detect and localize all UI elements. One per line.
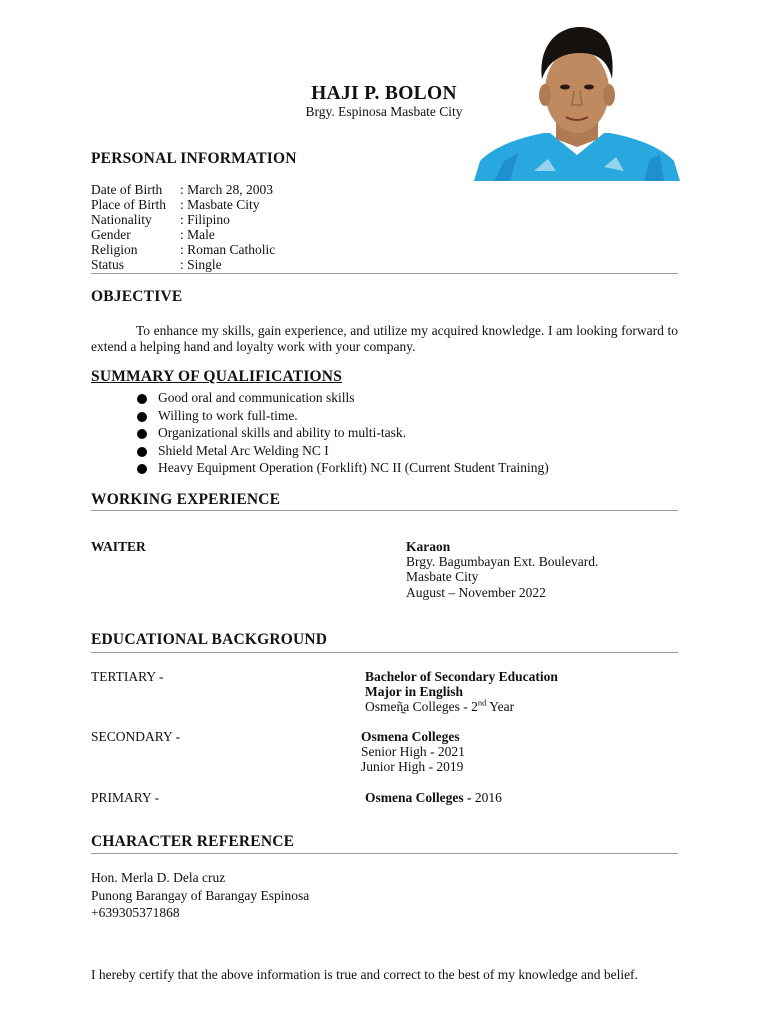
primary-school — [365, 790, 502, 805]
info-label: Gender — [91, 227, 131, 242]
tertiary-major: Major in English — [365, 684, 464, 699]
bullet-icon — [137, 412, 147, 422]
list-item-text: Willing to work full-time. — [158, 407, 298, 423]
education-heading: EDUCATIONAL BACKGROUND — [91, 631, 328, 648]
tertiary-degree: Bachelor of Secondary Education — [365, 669, 558, 684]
objective-body: To enhance my skills, gain experience, and utilize my acquired knowledge. I am looking forward to extend a helping hand and loyalty work with your company. — [91, 323, 678, 354]
bullet-icon — [137, 464, 147, 474]
info-value: : March 28, 2003 — [180, 182, 273, 197]
list-item — [136, 424, 549, 442]
tertiary-year: Year — [486, 699, 515, 714]
personal-info-heading: PERSONAL INFORMATION — [91, 150, 297, 167]
senior-high: Senior High - 2021 — [361, 744, 465, 759]
list-item — [136, 442, 549, 460]
info-label: Religion — [91, 242, 138, 257]
info-label: Place of Birth — [91, 197, 166, 212]
tertiary-school-name: Osmeñ̰a Colleges - 2 — [365, 699, 478, 714]
list-item-text: Heavy Equipment Operation (Forklift) NC II (Current Student Training) — [158, 460, 549, 476]
bullet-icon — [137, 394, 147, 404]
reference-heading: CHARACTER REFERENCE — [91, 833, 295, 850]
experience-heading: WORKING EXPERIENCE — [91, 491, 281, 508]
primary-label: PRIMARY - — [91, 790, 160, 805]
section-divider — [91, 273, 678, 274]
list-item — [136, 459, 549, 477]
info-value: : Male — [180, 227, 215, 242]
reference-name: Hon. Merla D. Dela cruz — [91, 870, 226, 885]
certification-statement: I hereby certify that the above information is true and correct to the best of my knowledge and belief. — [91, 967, 638, 982]
ordinal-suffix: nd — [477, 697, 487, 708]
secondary-label: SECONDARY - — [91, 729, 181, 744]
info-value: : Single — [180, 257, 222, 272]
applicant-photo — [474, 21, 680, 181]
company-name: Karaon — [406, 539, 451, 554]
section-divider — [91, 510, 678, 511]
company-address-line2: Masbate City — [406, 569, 479, 584]
employment-dates: August – November 2022 — [406, 585, 546, 600]
tertiary-school — [365, 699, 514, 714]
objective-text — [91, 323, 678, 354]
applicant-name: HAJI P. BOLON — [311, 83, 457, 104]
info-value: : Filipino — [180, 212, 230, 227]
info-label: Date of Birth — [91, 182, 163, 197]
list-item — [136, 407, 549, 425]
section-divider — [91, 853, 678, 854]
company-address-line1: Brgy. Bagumbayan Ext. Boulevard. — [406, 554, 599, 569]
applicant-address: Brgy. Espinosa Masbate City — [305, 104, 463, 119]
list-item-text: Shield Metal Arc Welding NC I — [158, 442, 329, 458]
qualifications-heading: SUMMARY OF QUALIFICATIONS — [91, 368, 343, 385]
info-value: : Roman Catholic — [180, 242, 276, 257]
objective-heading: OBJECTIVE — [91, 288, 183, 305]
secondary-school: Osmena Colleges — [361, 729, 460, 744]
list-item-text: Good oral and communication skills — [158, 390, 355, 405]
junior-high: Junior High - 2019 — [361, 759, 464, 774]
list-item — [136, 389, 549, 407]
info-value: : Masbate City — [180, 197, 260, 212]
bullet-icon — [137, 447, 147, 457]
tertiary-label: TERTIARY - — [91, 669, 164, 684]
portrait-image — [474, 21, 680, 181]
reference-phone: +639305371868 — [91, 905, 180, 920]
qualifications-list — [136, 389, 549, 477]
section-divider — [91, 652, 678, 653]
reference-title: Punong Barangay of Barangay Espinosa — [91, 887, 310, 903]
info-label: Nationality — [91, 212, 152, 227]
primary-year: 2016 — [474, 790, 502, 805]
bullet-icon — [137, 429, 147, 439]
info-label: Status — [91, 257, 125, 272]
reference-block — [91, 869, 309, 922]
list-item-text: Organizational skills and ability to multi-task. — [158, 425, 406, 441]
job-position: WAITER — [91, 539, 146, 554]
primary-school-name: Osmena Colleges - — [365, 790, 475, 805]
